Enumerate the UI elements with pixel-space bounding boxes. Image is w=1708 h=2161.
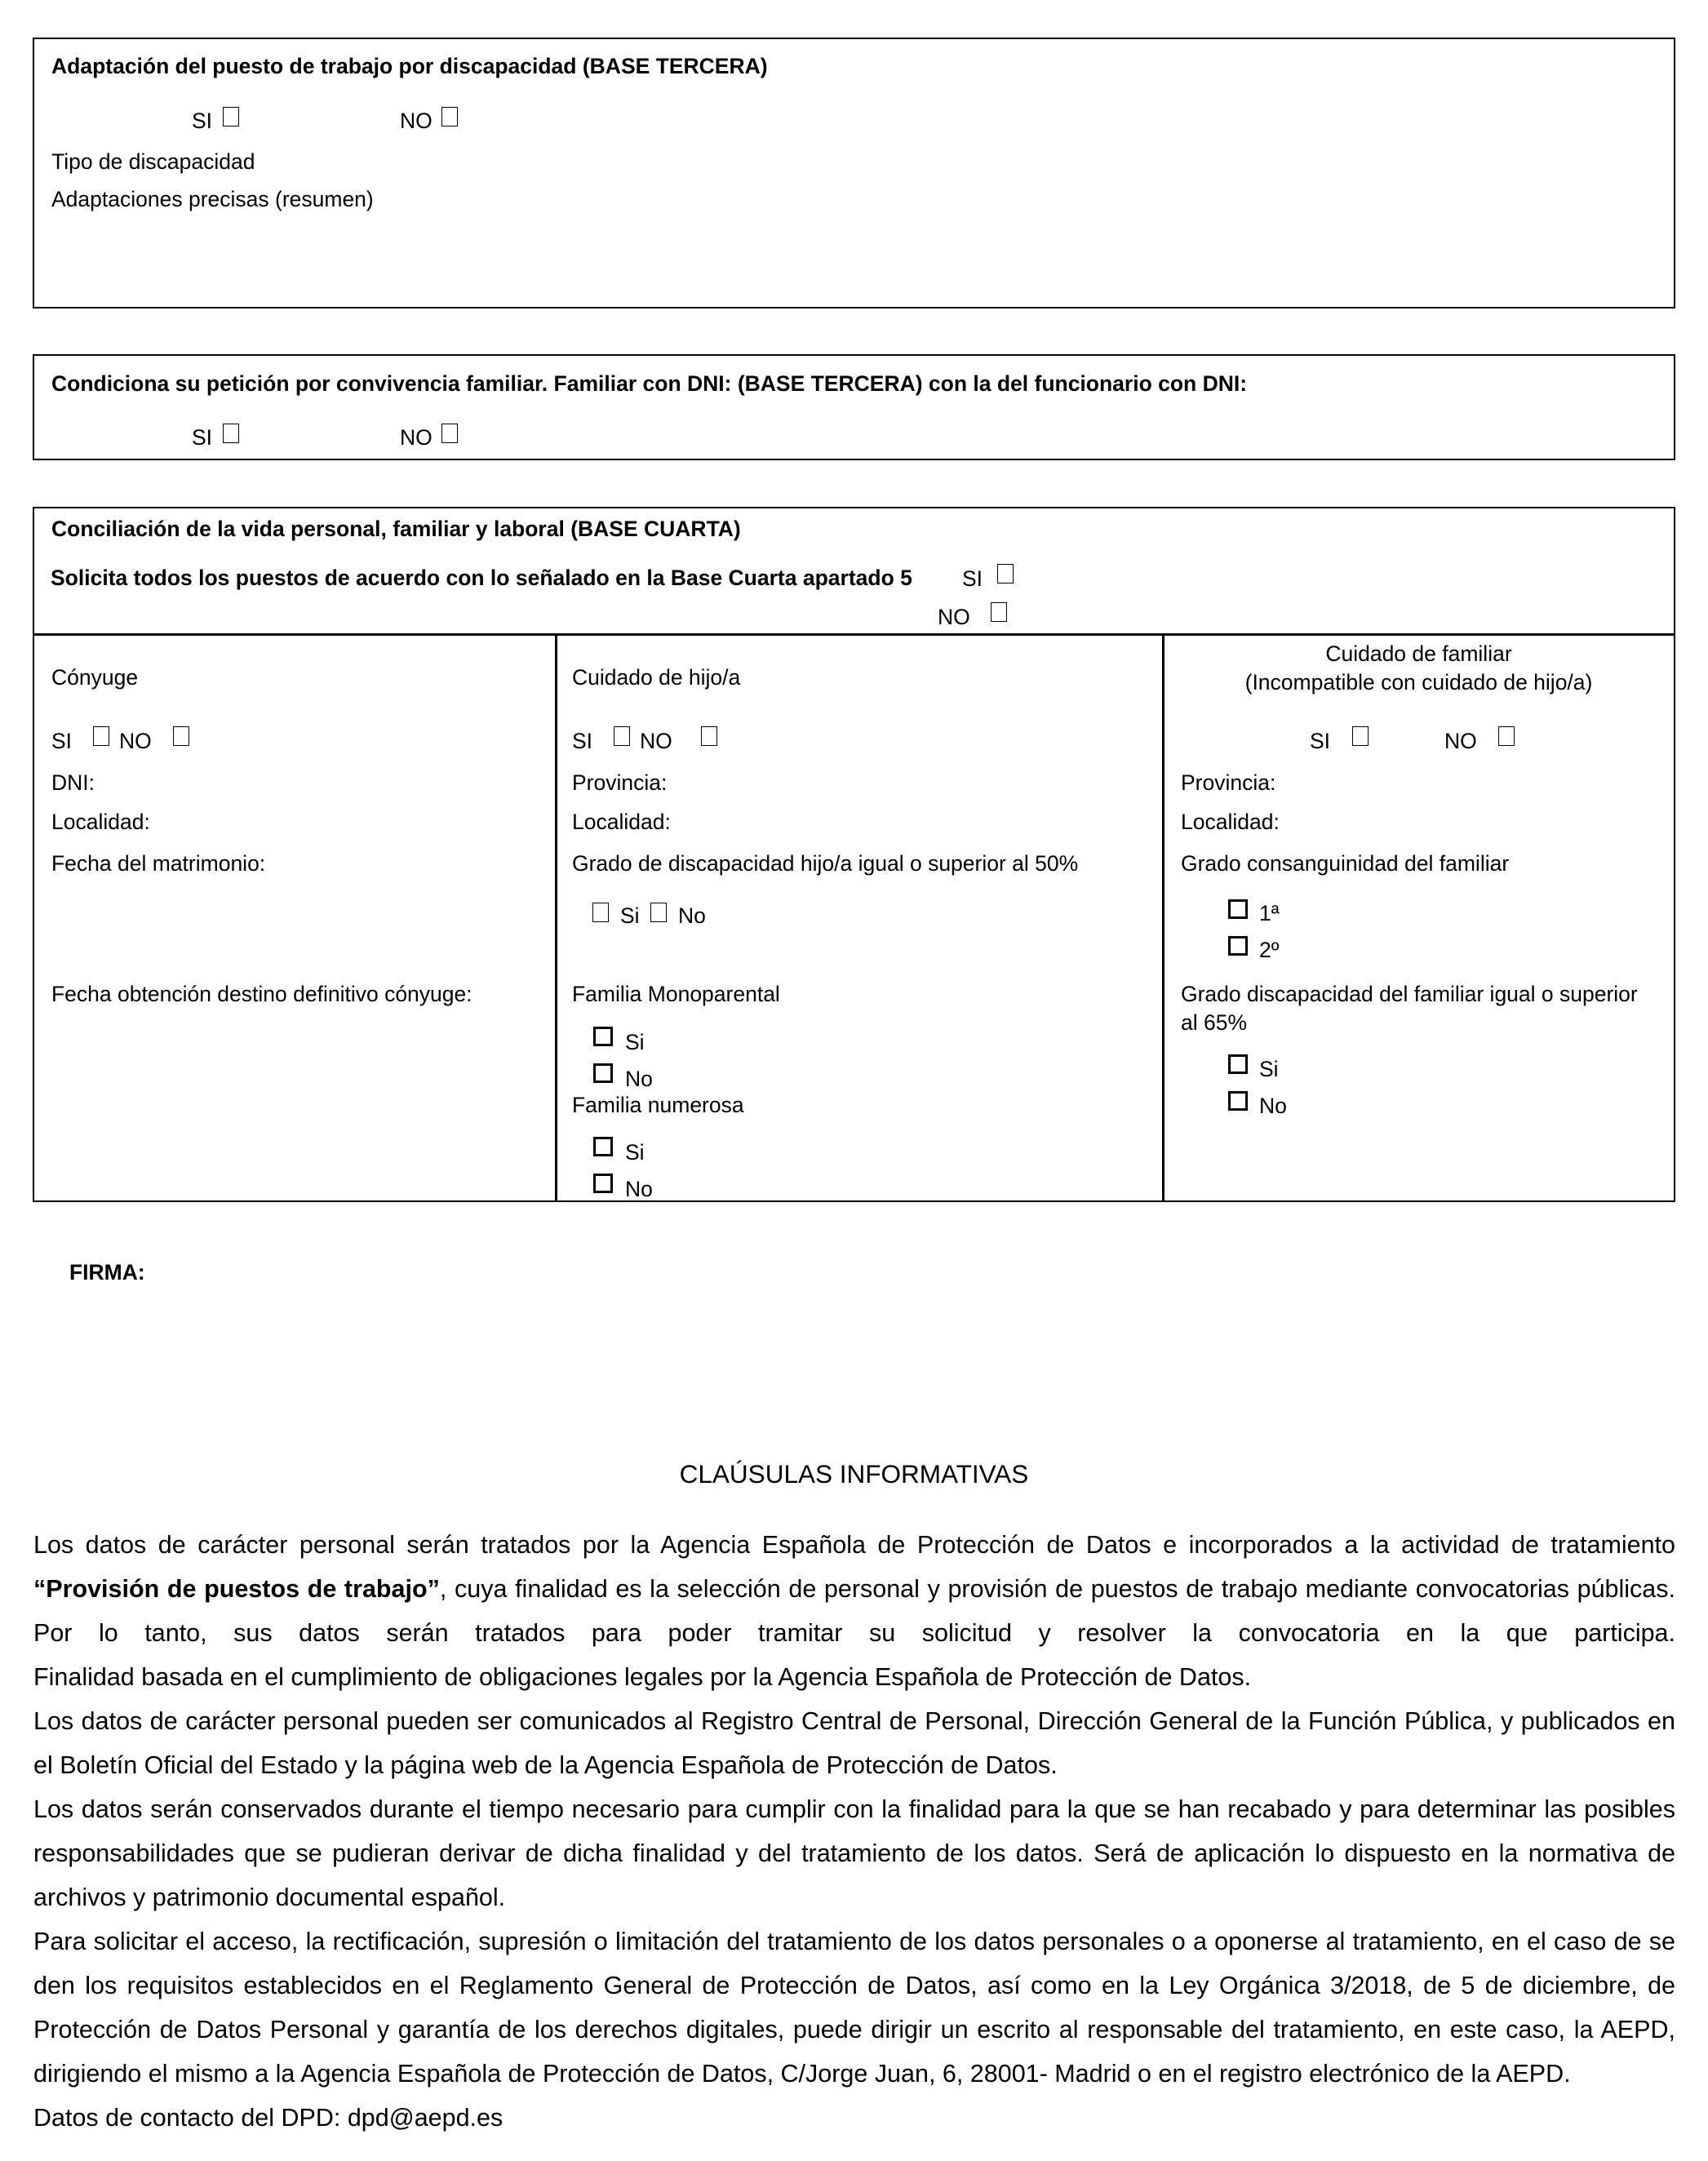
familiar-disc-no-label: No — [1259, 1094, 1287, 1118]
clausula-p1-text: Los datos de carácter personal serán tratados por la Agencia Española de Protección de Datos e incorporados a la actividad de tratamiento — [33, 1531, 1675, 1559]
hijo-no-checkbox[interactable] — [701, 726, 717, 746]
clausula-p1-bold: “Provisión de puestos de trabajo” — [33, 1575, 440, 1603]
consanguinidad-label: Grado consanguinidad del familiar — [1181, 851, 1510, 876]
convivencia-no-checkbox[interactable] — [441, 424, 458, 443]
familiar-header-line2: (Incompatible con cuidado de hijo/a) — [1244, 670, 1593, 694]
monoparental-no-checkbox[interactable] — [593, 1063, 613, 1083]
hijo-discapacidad-label: Grado de discapacidad hijo/a igual o superior al 50% — [572, 851, 1079, 876]
numerosa-no-label: No — [625, 1177, 653, 1201]
hijo-disc-si-label: Si — [620, 903, 640, 928]
familiar-disc-si-checkbox[interactable] — [1228, 1054, 1248, 1074]
solicita-si-checkbox[interactable] — [997, 564, 1014, 584]
familiar-si-label: SI — [1310, 729, 1331, 753]
familiar-provincia-label: Provincia: — [1181, 770, 1276, 795]
adaptacion-si-label: SI — [192, 109, 213, 133]
conyuge-si-label: SI — [51, 729, 73, 753]
hijo-no-label: NO — [640, 729, 672, 753]
numerosa-si-label: Si — [625, 1140, 645, 1165]
hijo-provincia-label: Provincia: — [572, 770, 668, 795]
monoparental-si-checkbox[interactable] — [593, 1027, 613, 1046]
grado-1-checkbox[interactable] — [1228, 899, 1248, 919]
numerosa-no-checkbox[interactable] — [593, 1174, 613, 1193]
clausula-paragraph-5: Datos de contacto del DPD: dpd@aepd.es — [33, 2104, 504, 2132]
familiar-header-line1: Cuidado de familiar — [1325, 641, 1512, 666]
familiar-disc-no-checkbox[interactable] — [1228, 1091, 1248, 1111]
adaptacion-no-label: NO — [400, 109, 433, 133]
familiar-disc-si-label: Si — [1259, 1057, 1279, 1081]
solicita-si-label: SI — [962, 566, 983, 591]
convivencia-si-label: SI — [192, 425, 213, 450]
conyuge-si-checkbox[interactable] — [93, 726, 109, 746]
familiar-si-checkbox[interactable] — [1352, 726, 1369, 746]
hijo-si-checkbox[interactable] — [614, 726, 630, 746]
convivencia-no-label: NO — [400, 425, 433, 450]
hijo-header: Cuidado de hijo/a — [572, 665, 741, 690]
clausula-paragraph-2: Los datos de carácter personal pueden ser comunicados al Registro Central de Personal, Dirección General de la Función Pública, y publicados en el Boletín Oficial del Estado y la página web de la Agencia Española de Protección de Datos. — [33, 1707, 1675, 1779]
convivencia-section — [33, 354, 1675, 460]
familiar-discapacidad-line1: Grado discapacidad del familiar igual o superior — [1181, 982, 1638, 1006]
familiar-no-label: NO — [1444, 729, 1477, 753]
fecha-destino-label: Fecha obtención destino definitivo cónyuge: — [51, 982, 472, 1006]
monoparental-si-label: Si — [625, 1030, 645, 1054]
conciliacion-divider — [33, 633, 1675, 636]
clausula-paragraph-1 — [33, 1523, 1675, 1655]
adaptacion-si-checkbox[interactable] — [223, 107, 239, 126]
conyuge-localidad-label: Localidad: — [51, 810, 150, 834]
clausula-paragraph-1-last: Finalidad basada en el cumplimiento de obligaciones legales por la Agencia Española de Protección de Datos. — [33, 1663, 1252, 1691]
grado-2-checkbox[interactable] — [1228, 936, 1248, 956]
convivencia-si-checkbox[interactable] — [223, 424, 239, 443]
numerosa-si-checkbox[interactable] — [593, 1137, 613, 1156]
column-divider-1 — [555, 633, 557, 1202]
solicita-no-label: NO — [938, 605, 970, 629]
adaptacion-title: Adaptación del puesto de trabajo por discapacidad (BASE TERCERA) — [51, 54, 768, 78]
monoparental-no-label: No — [625, 1067, 653, 1091]
adaptaciones-label: Adaptaciones precisas (resumen) — [51, 187, 374, 211]
fecha-matrimonio-label: Fecha del matrimonio: — [51, 851, 266, 876]
clausula-p1-text-2: , cuya finalidad es la selección de personal y provisión de puestos de trabajo mediante convocatorias públicas. Por lo tanto, sus datos serán tratados para poder tramitar su solicitud y resolver la convocatoria en la que participa. — [33, 1575, 1675, 1647]
numerosa-label: Familia numerosa — [572, 1093, 744, 1117]
monoparental-label: Familia Monoparental — [572, 982, 780, 1006]
grado-1-label: 1ª — [1259, 901, 1280, 925]
hijo-disc-no-checkbox[interactable] — [650, 903, 667, 922]
clausulas-title: CLAÚSULAS INFORMATIVAS — [679, 1459, 1029, 1489]
clausula-paragraph-3: Los datos serán conservados durante el tiempo necesario para cumplir con la finalidad para la que se han recabado y para determinar las posibles responsabilidades que se pudieran derivar de dicha finalidad y del tratamiento de los datos. Será de aplicación lo dispuesto en la normativa de archivos y patrimonio documental español. — [33, 1795, 1675, 1911]
conyuge-dni-label: DNI: — [51, 770, 95, 795]
hijo-localidad-label: Localidad: — [572, 810, 671, 834]
conciliacion-title: Conciliación de la vida personal, familiar y laboral (BASE CUARTA) — [51, 517, 741, 541]
grado-2-label: 2º — [1259, 938, 1280, 962]
familiar-no-checkbox[interactable] — [1498, 726, 1515, 746]
firma-label: FIRMA: — [69, 1260, 145, 1285]
convivencia-title: Condiciona su petición por convivencia familiar. Familiar con DNI: (BASE TERCERA) con la del funcionario con DNI: — [51, 371, 1248, 396]
conyuge-no-label: NO — [119, 729, 152, 753]
conyuge-no-checkbox[interactable] — [173, 726, 189, 746]
hijo-disc-no-label: No — [678, 903, 706, 928]
hijo-disc-si-checkbox[interactable] — [592, 903, 609, 922]
solicita-label: Solicita todos los puestos de acuerdo con lo señalado en la Base Cuarta apartado 5 — [51, 566, 912, 590]
tipo-discapacidad-label: Tipo de discapacidad — [51, 149, 255, 174]
solicita-no-checkbox[interactable] — [991, 602, 1007, 622]
clausulas-body — [33, 1523, 1675, 2140]
familiar-localidad-label: Localidad: — [1181, 810, 1280, 834]
adaptacion-no-checkbox[interactable] — [441, 107, 458, 126]
hijo-si-label: SI — [572, 729, 593, 753]
column-divider-2 — [1162, 633, 1165, 1202]
familiar-discapacidad-line2: al 65% — [1181, 1010, 1248, 1035]
conyuge-header: Cónyuge — [51, 665, 139, 690]
clausula-paragraph-4: Para solicitar el acceso, la rectificación, supresión o limitación del tratamiento de los datos personales o a oponerse al tratamiento, en el caso de se den los requisitos establecidos en el Reglamento General de Protección de Datos, así como en la Ley Orgánica 3/2018, de 5 de diciembre, de Protección de Datos Personal y garantía de los derechos digitales, puede dirigir un escrito al responsable del tratamiento, en este caso, la AEPD, dirigiendo el mismo a la Agencia Española de Protección de Datos, C/Jorge Juan, 6, 28001- Madrid o en el registro electrónico de la AEPD. — [33, 1928, 1675, 2088]
